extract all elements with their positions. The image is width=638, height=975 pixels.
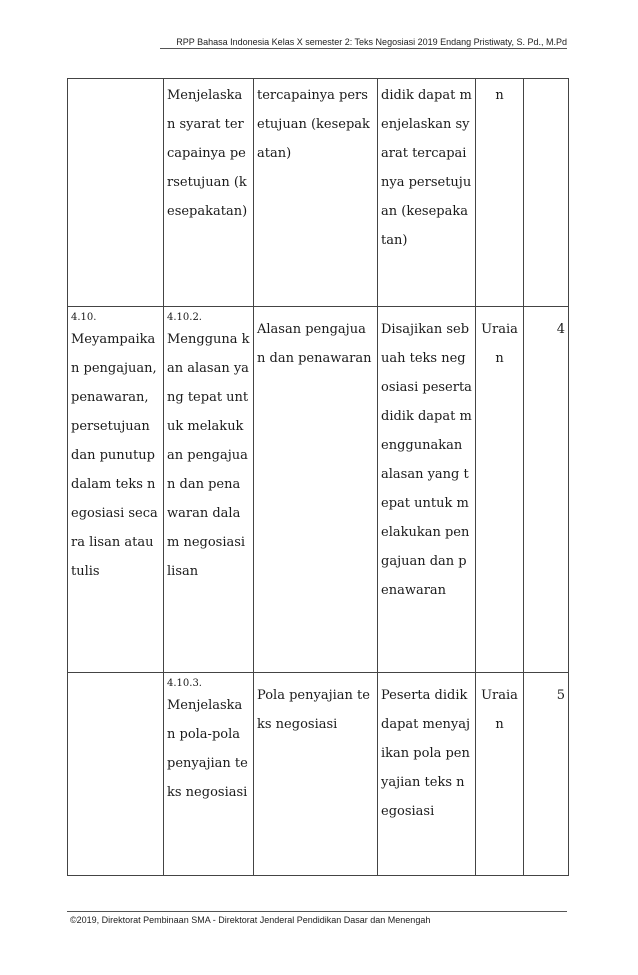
indicator-text: Menjelaskan pola-pola penyajian teks negosiasi bbox=[167, 698, 248, 800]
question-indicator-text: didik dapat menjelaskan syarat tercapainya persetujuan (kesepakatan) bbox=[381, 88, 472, 248]
question-indicator-cell bbox=[378, 673, 476, 876]
indicator-code: 4.10.2. bbox=[167, 312, 202, 323]
form-text: Uraian bbox=[481, 322, 518, 366]
number-text: 4 bbox=[556, 322, 565, 337]
form-cell bbox=[476, 79, 524, 307]
question-indicator-text: Peserta didik dapat menyajikan pola penyajian teks negosiasi bbox=[381, 688, 471, 819]
question-indicator-text: Disajikan sebuah teks negosiasi peserta didik dapat menggunakan alasan yang tepat untuk melakukan pengajuan dan penawaran bbox=[381, 322, 472, 598]
table-row bbox=[68, 307, 569, 673]
number-text: 5 bbox=[556, 688, 565, 703]
assessment-grid-table bbox=[67, 78, 569, 876]
competency-code: 4.10. bbox=[71, 312, 97, 323]
indicator-text: Menjelaskan syarat tercapainya persetujuan (kesepakatan) bbox=[167, 88, 248, 219]
competency-cell bbox=[68, 79, 164, 307]
question-indicator-cell bbox=[378, 79, 476, 307]
number-cell bbox=[524, 673, 569, 876]
form-cell bbox=[476, 673, 524, 876]
material-cell bbox=[254, 307, 378, 673]
table-row bbox=[68, 79, 569, 307]
indicator-cell bbox=[164, 79, 254, 307]
form-text: n bbox=[495, 88, 504, 103]
material-cell bbox=[254, 79, 378, 307]
indicator-cell bbox=[164, 307, 254, 673]
indicator-text: Mengguna kan alasan yang tepat untuk melakukan pengajuan dan penawaran dalam negosiasi lisan bbox=[167, 332, 250, 579]
indicator-cell bbox=[164, 673, 254, 876]
footer-divider bbox=[67, 911, 567, 912]
indicator-code: 4.10.3. bbox=[167, 678, 202, 689]
competency-text: Meyampaikan pengajuan, penawaran, persetujuan dan punutup dalam teks negosiasi secara lisan atau tulis bbox=[71, 332, 158, 579]
material-text: tercapainya persetujuan (kesepakatan) bbox=[257, 88, 370, 161]
form-text: Uraian bbox=[481, 688, 518, 732]
material-cell bbox=[254, 673, 378, 876]
table-row bbox=[68, 673, 569, 876]
competency-cell bbox=[68, 307, 164, 673]
form-cell bbox=[476, 307, 524, 673]
question-indicator-cell bbox=[378, 307, 476, 673]
page-footer: ©2019, Direktorat Pembinaan SMA - Direktorat Jenderal Pendidikan Dasar dan Menengah bbox=[70, 915, 431, 925]
header-divider bbox=[160, 48, 567, 49]
page-header: RPP Bahasa Indonesia Kelas X semester 2: Teks Negosiasi 2019 Endang Pristiwaty, S. Pd., M.Pd bbox=[176, 37, 567, 47]
number-cell bbox=[524, 307, 569, 673]
material-text: Pola penyajian teks negosiasi bbox=[257, 688, 370, 732]
number-cell bbox=[524, 79, 569, 307]
competency-cell bbox=[68, 673, 164, 876]
material-text: Alasan pengajuan dan penawaran bbox=[257, 322, 372, 366]
